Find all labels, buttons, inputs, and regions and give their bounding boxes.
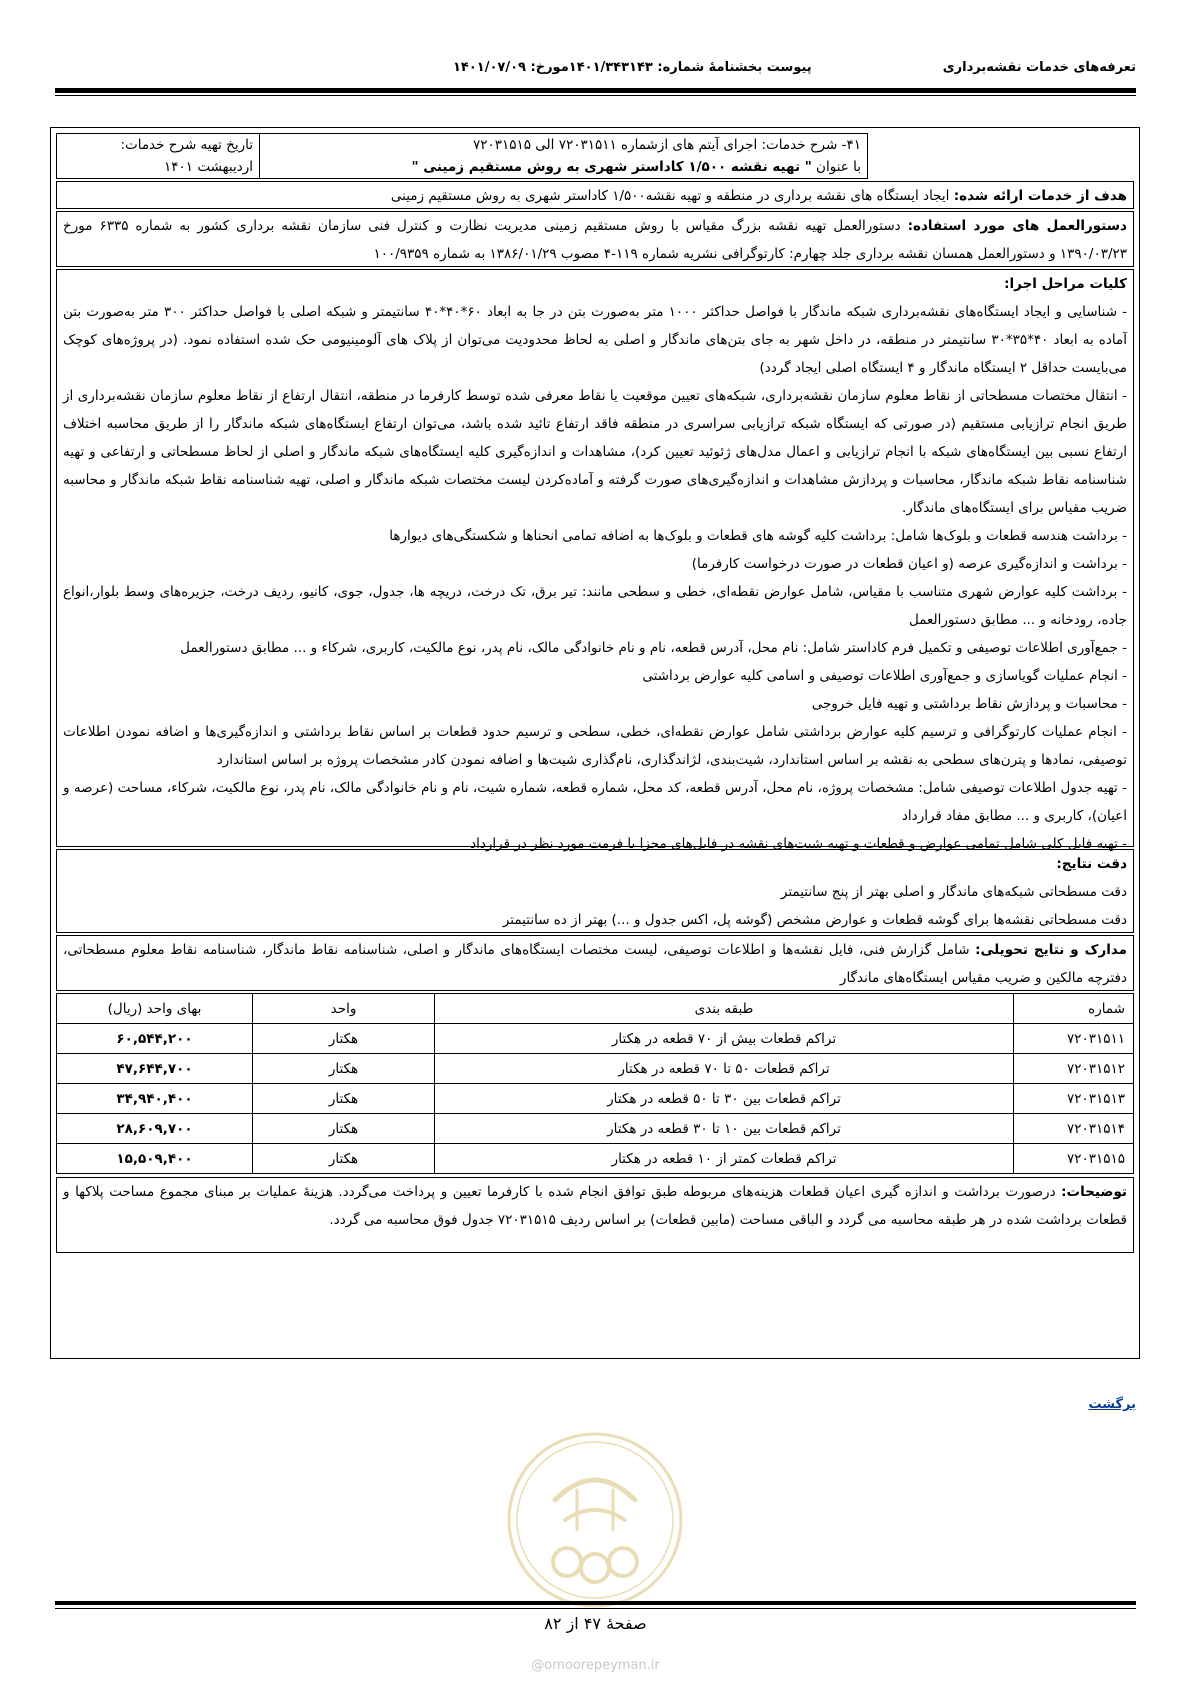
row-price: ۳۴,۹۴۰,۴۰۰: [57, 1084, 253, 1114]
row-number: ۷۲۰۳۱۵۱۳: [1014, 1084, 1134, 1114]
row-category: تراکم قطعات بین ۳۰ تا ۵۰ قطعه در هکتار: [435, 1084, 1014, 1114]
row-price: ۶۰,۵۴۴,۲۰۰: [57, 1024, 253, 1054]
page-number: صفحهٔ ۴۷ از ۸۲: [544, 1614, 647, 1633]
steps-box: [56, 269, 1134, 852]
footer-rule-thick: [55, 1601, 1136, 1605]
row-category: تراکم قطعات کمتر از ۱۰ قطعه در هکتار: [435, 1144, 1014, 1174]
step-item: - محاسبات و پردازش نقاط برداشتی و تهیه فایل خروجی: [811, 696, 1127, 712]
table-row: [57, 1054, 1134, 1084]
table-row: [57, 1144, 1134, 1174]
step-item: - برداشت هندسه قطعات و بلوک‌ها شامل: برداشت کلیه گوشه های قطعات و بلوک‌ها به اضافه تمامی انحناها و شکستگی‌های دیوارها: [389, 528, 1127, 544]
row-number: ۷۲۰۳۱۵۱۱: [1014, 1024, 1134, 1054]
step-item: - برداشت کلیه عوارض شهری متناسب با مقیاس، شامل عوارض نقطه‌ای، خطی و سطحی مانند: تیر برق، تک درخت، دریچه ها، جدول، جوی، کانیو، ردیف درخت، جزیره‌های وسط بلوار،انواع جاده، رودخانه و ... مطابق دستورالعمل: [63, 584, 1127, 628]
instructions-box: [56, 211, 1134, 267]
table-row: [57, 1114, 1134, 1144]
row-category: تراکم قطعات بین ۱۰ تا ۳۰ قطعه در هکتار: [435, 1114, 1014, 1144]
omoore-peyman-seal-icon: [505, 1430, 685, 1610]
service-date-value: اردیبهشت ۱۴۰۱: [164, 159, 253, 175]
row-unit: هکتار: [253, 1114, 435, 1144]
instructions-text: دستورالعمل تهیه نقشه بزرگ مقیاس با روش مستقیم زمینی مدیریت نظارت و کنترل فنی سازمان نقشه برداری کشور به شماره ۶۳۳۵ مورخ ۱۳۹۰/۰۳/۲۳ و دستورالعمل همسان نقشه برداری جلد چهارم: کارتوگرافی نشریه شماره ۱۱۹-۴ مصوب ۱۳۸۶/۰۱/۲۹ به شماره ۱۰۰/۹۳۵۹: [63, 218, 1127, 262]
row-unit: هکتار: [253, 1144, 435, 1174]
row-number: ۷۲۰۳۱۵۱۴: [1014, 1114, 1134, 1144]
step-item: - برداشت و اندازه‌گیری عرصه (و اعیان قطعات در صورت درخواست کارفرما): [691, 556, 1127, 572]
deliverables-box: [56, 935, 1134, 991]
service-date-label: تاریخ تهیه شرح خدمات:: [120, 137, 253, 153]
page-header: [55, 60, 1136, 82]
step-item: - جمع‌آوری اطلاعات توصیفی و تکمیل فرم کاداستر شامل: نام محل، آدرس قطعه، نام و نام خانوادگی مالک، نام پدر، نوع مالکیت، کاربری، شرکاء و ... مطابق دستورالعمل: [180, 640, 1127, 656]
step-item: - تهیه فایل کلی شامل تمامی عوارض و قطعات و تهیه شیت‌های نقشه در فایل‌های مجزا با فرمت مورد نظر در قرارداد: [470, 836, 1127, 852]
service-title-prefix: با عنوان: [811, 159, 861, 175]
row-unit: هکتار: [253, 1084, 435, 1114]
step-item: - تهیه جدول اطلاعات توصیفی شامل: مشخصات پروژه، نام محل، آدرس قطعه، کد محل، شماره قطعه، شماره شیت، نام و نام خانوادگی مالک، نام پدر، نوع مالکیت، شرکاء، مساحت (عرصه و اعیان)، کاربری و ... مطابق مفاد قرارداد: [63, 780, 1127, 824]
service-line-1: ۴۱- شرح خدمات: اجرای آیتم های ازشماره ۷۲۰۳۱۵۱۱ الی ۷۲۰۳۱۵۱۵: [473, 137, 861, 153]
row-price: ۱۵,۵۰۹,۴۰۰: [57, 1144, 253, 1174]
circular-reference: پیوست بخشنامهٔ شماره: ۱۴۰۱/۳۴۳۱۴۳مورخ: ۱۴۰۱/۰۷/۰۹: [453, 60, 812, 75]
notes-box: [56, 1177, 1134, 1253]
header-category: طبقه بندی: [435, 994, 1014, 1024]
deliverables-text: شامل گزارش فنی، فایل نقشه‌ها و اطلاعات توصیفی، لیست مختصات ایستگاه‌های ماندگار و اصلی، شناسنامه نقاط ماندگار، شناسنامه نقاط معلوم مسطحاتی، دفترچه مالکین و ضریب مقیاس ایستگاه‌های ماندگار: [63, 942, 1127, 986]
instructions-label: دستورالعمل های مورد استفاده:: [907, 218, 1127, 234]
accuracy-item: دقت مسطحاتی شبکه‌های ماندگار و اصلی بهتر از پنج سانتیمتر: [780, 884, 1127, 900]
header-rule-thick: [55, 88, 1136, 93]
step-item: - انجام عملیات کارتوگرافی و ترسیم کلیه عوارض برداشتی شامل عوارض نقطه‌ای، خطی، سطحی و ترسیم حدود قطعات بر اساس نقاط برداشتی و اندازه‌گیری‌ها و اضافه نمودن اطلاعات توصیفی، نمادها و پترن‌های سطحی به نقشه بر اساس استاندارد، شیت‌بندی، لژاندگذاری، نام‌گذاری شیت‌ها و اضافه نمودن کادر مشخصات پروژه بر اساس استاندارد: [63, 724, 1127, 768]
price-table: [56, 993, 1134, 1174]
goal-label: هدف از خدمات ارائه شده:: [953, 188, 1127, 204]
notes-text: درصورت برداشت و اندازه گیری اعیان قطعات هزینه‌های مربوطه طبق توافق انجام شده با کارفرما تعیین و پرداخت می‌گردد. هزینهٔ عملیات بر مبنای مجموع مساحت پلاکها و قطعات برداشت شده در هر طبقه محاسبه می گردد و الباقی مساحت (مابین قطعات) بر اساس ردیف ۷۲۰۳۱۵۱۵ جدول فوق محاسبه می گردد.: [63, 1184, 1127, 1228]
goal-box: [56, 181, 1134, 209]
table-row: [57, 1084, 1134, 1114]
row-price: ۴۷,۶۴۴,۷۰۰: [57, 1054, 253, 1084]
footer-rule-thin: [55, 1608, 1136, 1609]
header-unit: واحد: [253, 994, 435, 1024]
site-watermark: @omoorepeyman.ir: [531, 1658, 660, 1673]
service-date-box: [56, 133, 260, 179]
row-price: ۲۸,۶۰۹,۷۰۰: [57, 1114, 253, 1144]
row-category: تراکم قطعات بیش از ۷۰ قطعه در هکتار: [435, 1024, 1014, 1054]
table-row: [57, 1024, 1134, 1054]
document-title: تعرفه‌های خدمات نقشه‌برداری: [942, 60, 1136, 75]
header-number: شماره: [1014, 994, 1134, 1024]
step-item: - انتقال مختصات مسطحاتی از نقاط معلوم سازمان نقشه‌برداری، شبکه‌های تعیین موقعیت یا نقاط معرفی شده توسط کارفرما در منطقه، انتقال ارتفاع از نقاط معلوم سازمان نقشه‌برداری از طریق انجام ترازیابی مستقیم (در صورتی که ایستگاه شبکه ترازیابی سراسری در منطقه فاقد ارتفاع تائید شده باشد، می‌توان ارتفاع ایستگاه‌های شبکه ماندگار را از طریق محاسبه اختلاف ارتفاع نسبی بین ایستگاه‌های شبکه با انجام ترازیابی و اعمال مدل‌های ژئوئید تعیین کرد)، مشاهدات و اندازه‌گیری کلیه ایستگاه‌های شبکه ماندگار و اصلی از لحاظ مسطحاتی و ارتفاعی و تهیه شناسنامه نقاط شبکه ماندگار، محاسبات و پردازش مشاهدات و اندازه‌گیری‌های صورت گرفته و آماده‌کردن لیست مختصات شبکه ماندگار و اصلی، تهیه شناسنامه نقاط شبکه ماندگار و محاسبه ضریب مقیاس برای ایستگاه‌های ماندگار.: [63, 388, 1127, 516]
row-number: ۷۲۰۳۱۵۱۲: [1014, 1054, 1134, 1084]
row-category: تراکم قطعات ۵۰ تا ۷۰ قطعه در هکتار: [435, 1054, 1014, 1084]
goal-text: ایجاد ایستگاه های نقشه برداری در منطقه و تهیه نقشه۱/۵۰۰ کاداستر شهری به روش مستقیم زمینی: [390, 188, 954, 204]
accuracy-box: [56, 849, 1134, 933]
accuracy-item: دقت مسطحاتی نقشه‌ها برای گوشه قطعات و عوارض مشخص (گوشه پل، اکس جدول و ...) بهتر از ده سانتیمتر: [502, 912, 1127, 928]
row-unit: هکتار: [253, 1054, 435, 1084]
steps-label: کلیات مراحل اجرا:: [1004, 276, 1127, 292]
back-link[interactable]: برگشت: [1088, 1397, 1136, 1412]
notes-label: توضیحات:: [1061, 1184, 1127, 1200]
deliverables-label: مدارک و نتایج تحویلی:: [975, 942, 1128, 958]
step-item: - شناسایی و ایجاد ایستگاه‌های نقشه‌برداری شبکه ماندگار با فواصل حداکثر ۱۰۰۰ متر به‌صورت بتن در جا به ابعاد ۶۰*۴۰*۴۰ سانتیمتر و شبکه اصلی با فواصل حداکثر ۳۰۰ متر به‌صورت بتن آماده به ابعاد ۴۰*۳۵*۳۰ سانتیمتر در منطقه، در داخل شهر به جای بتن‌های ماندگار و اصلی به لحاظ محدودیت می‌توان از پلاک های آلومینیومی حک شده استفاده نمود. (در پروژه‌های کوچک می‌بایست حداقل ۲ ایستگاه ماندگار و ۴ ایستگاه اصلی ایجاد گردد): [63, 304, 1128, 376]
header-rule-thin: [55, 95, 1136, 96]
row-unit: هکتار: [253, 1024, 435, 1054]
header-price: بهای واحد (ریال): [57, 994, 253, 1024]
row-number: ۷۲۰۳۱۵۱۵: [1014, 1144, 1134, 1174]
step-item: - انجام عملیات گویاسازی و جمع‌آوری اطلاعات توصیفی و اسامی کلیه عوارض برداشتی: [642, 668, 1127, 684]
service-title: " تهیه نقشه ۱/۵۰۰ کاداستر شهری به روش مستقیم زمینی ": [411, 159, 812, 175]
table-header-row: [57, 994, 1134, 1024]
accuracy-label: دقت نتایج:: [1056, 856, 1127, 872]
